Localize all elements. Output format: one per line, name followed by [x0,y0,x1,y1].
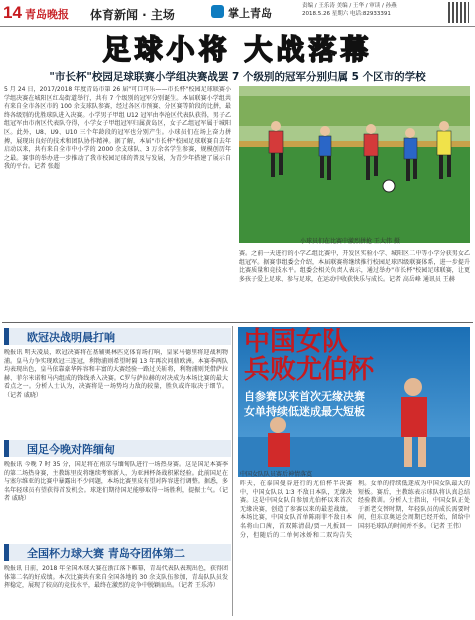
feature-deck-line1: 自参赛以来首次无缘决赛 [244,390,365,403]
news-item-title-bar [4,440,231,457]
column-divider [232,326,233,616]
page-header [0,0,475,27]
publication-name: 青岛晚报 [25,8,69,21]
app-logo-icon [211,5,224,18]
news-item-title: 欧冠决战明晨打响 [27,331,115,344]
feature-article-body: 昨天，在泰国曼谷进行的尤伯杯半决赛中，中国女队以 1∶3 不敌日本队，无缘决赛。这是中国女队自参加尤伯杯以来首次无缘决赛，创造了参赛以来的最差战绩。本场比赛，中国女队首单陈雨菲不敌日本名将山口茜，首双陈清晨/贾一凡扳回一分，但随后的二单何冰娇和二双均告失利。女单的持续低迷成为中国女队最大的短板。赛后，主教练表示球队将认真总结经验教训。分析人士指出，中国女队正处于新老交替时期，年轻队员的成长需要时间，但东京奥运会周期已经开始，留给中国羽毛球队的时间并不多。（记者 王伟） [240,480,470,539]
section-divider [2,322,473,323]
page-number: 14 [3,3,22,22]
feature-photo-caption: 中国女队队员赛后神情落寞 [240,471,313,478]
main-subheadline: "市长杯"校园足球联赛小学组决赛战罢 7 个级别的冠军分别归属 5 个区市的学校 [49,71,426,83]
news-item-body: 晚报讯 明天凌晨，欧冠决赛将在基辅奥林匹克体育场打响，皇家马德里将迎战利物浦。皇马力争实现欧冠三连冠，利物浦则希望时隔 13 年再次问鼎欧洲。本赛季两队均表现出色，皇马依靠豪华阵容和丰富的大赛经验一路过关斩将，利物浦则凭借萨拉赫、菲尔米诺和马内组成的锋线杀入决赛。C罗与萨拉赫的对决成为本场比赛的最大看点之一。分析人士认为，决赛将是一场势均力敌的较量，胜负或许取决于细节。（记者 戚晓） [4,349,228,399]
news-item-title: 全国杯力球大赛 青岛夺团体第二 [27,547,185,560]
feature-headline-line2: 兵败尤伯杯 [244,355,375,385]
news-item-title-bar [4,328,231,345]
news-item-title-bar [4,544,231,561]
feature-deck-line2: 女单持续低迷成最大短板 [244,405,365,418]
main-headline: 足球小将 大战落幕 [102,33,373,66]
news-item-title: 国足今晚对阵缅甸 [27,443,115,456]
app-name: 掌上青岛 [228,7,272,20]
main-article-continued: 赛。之前一天进行的小学乙组比赛中，开发区实验小学、城阳区二中等小学分获男女乙组冠军。据赛事组委会介绍，本届联赛将继续推行校园足球四级联赛体系，进一步提升比赛质量和竞技水平。组委会相关负责人表示，通过举办"市长杯"校园足球联赛，让更多孩子爱上足球、参与足球，在运动中收获快乐与成长。记者 高岳峰 通讯员 王赫 [239,250,470,283]
edition-info-line: 2018.5.26 星期六 电话:82933391 [302,11,391,17]
section-title: 体育新闻 · 主场 [90,8,175,22]
qr-code-icon [448,2,469,23]
photo-caption: 小球员们在比赛中激烈拼抢 王大伟 摄 [300,238,400,245]
edition-info-line: 责编 / 王乐涛 美编 / 王华 / 审读 / 孙燕 [302,3,397,9]
feature-headline-line1: 中国女队 [244,327,349,357]
news-item-body: 晚报讯 今晚 7 时 35 分，国足将在南京与缅甸队进行一场热身赛。这是国足本赛季的第二场热身赛，主教练里皮将继续考察新人，为亚洲杯备战积累经验。此前国足在与塞尔维亚的比赛中暴露出不少问题，本场比赛里皮有望对阵容进行调整。据悉，多名年轻球员有望获得首发机会。球迷们期待国足能够取得一场胜利，提振士气。（记者 戚晓） [4,461,228,503]
main-article-body: 5 月 24 日，2017/2018 年度青岛市第 26 届"可口可乐——市长杯"校园足球联赛小学组决赛在城阳区红岛街道举行，共有 7 个级别的冠军分别诞生。本届联赛小学组共有来自全市各区市的 100 余支球队参赛，经过各区市预赛、分区赛等阶段的比拼，最终各级别的优胜球队进入决赛。小学男子甲组 U12 冠军由李沧区代表队获得，男子乙组冠军由市南区代表队夺得，小学女子甲组冠军归属黄岛区，女子乙组冠军属于城阳区。此外，U8、U9、U10 三个年龄段的冠军也分别产生。小球员们在场上奋力拼搏，展现出良好的技术和团队协作精神。据了解，本届"市长杯"校园足球联赛自去年启动以来，共有来自全市中小学的 2000 余支球队、3 万余名学生参赛，规模创历年之最。赛事的举办进一步推动了我市校园足球的普及与发展，为青少年搭建了展示自我的平台。记者 张超 [4,86,231,171]
football-match-photo [239,86,470,243]
edition-info [302,2,397,18]
news-item-body: 晚报讯 日前，2018 年全国木球大赛在浙江落下帷幕，青岛代表队表现出色，获得团体第二名的好成绩。本次比赛共有来自全国各地的 30 余支队伍参加，青岛队队员发挥稳定，展现了较高的竞技水平，最终在激烈的竞争中脱颖而出。（记者 王乐涛） [4,565,228,590]
